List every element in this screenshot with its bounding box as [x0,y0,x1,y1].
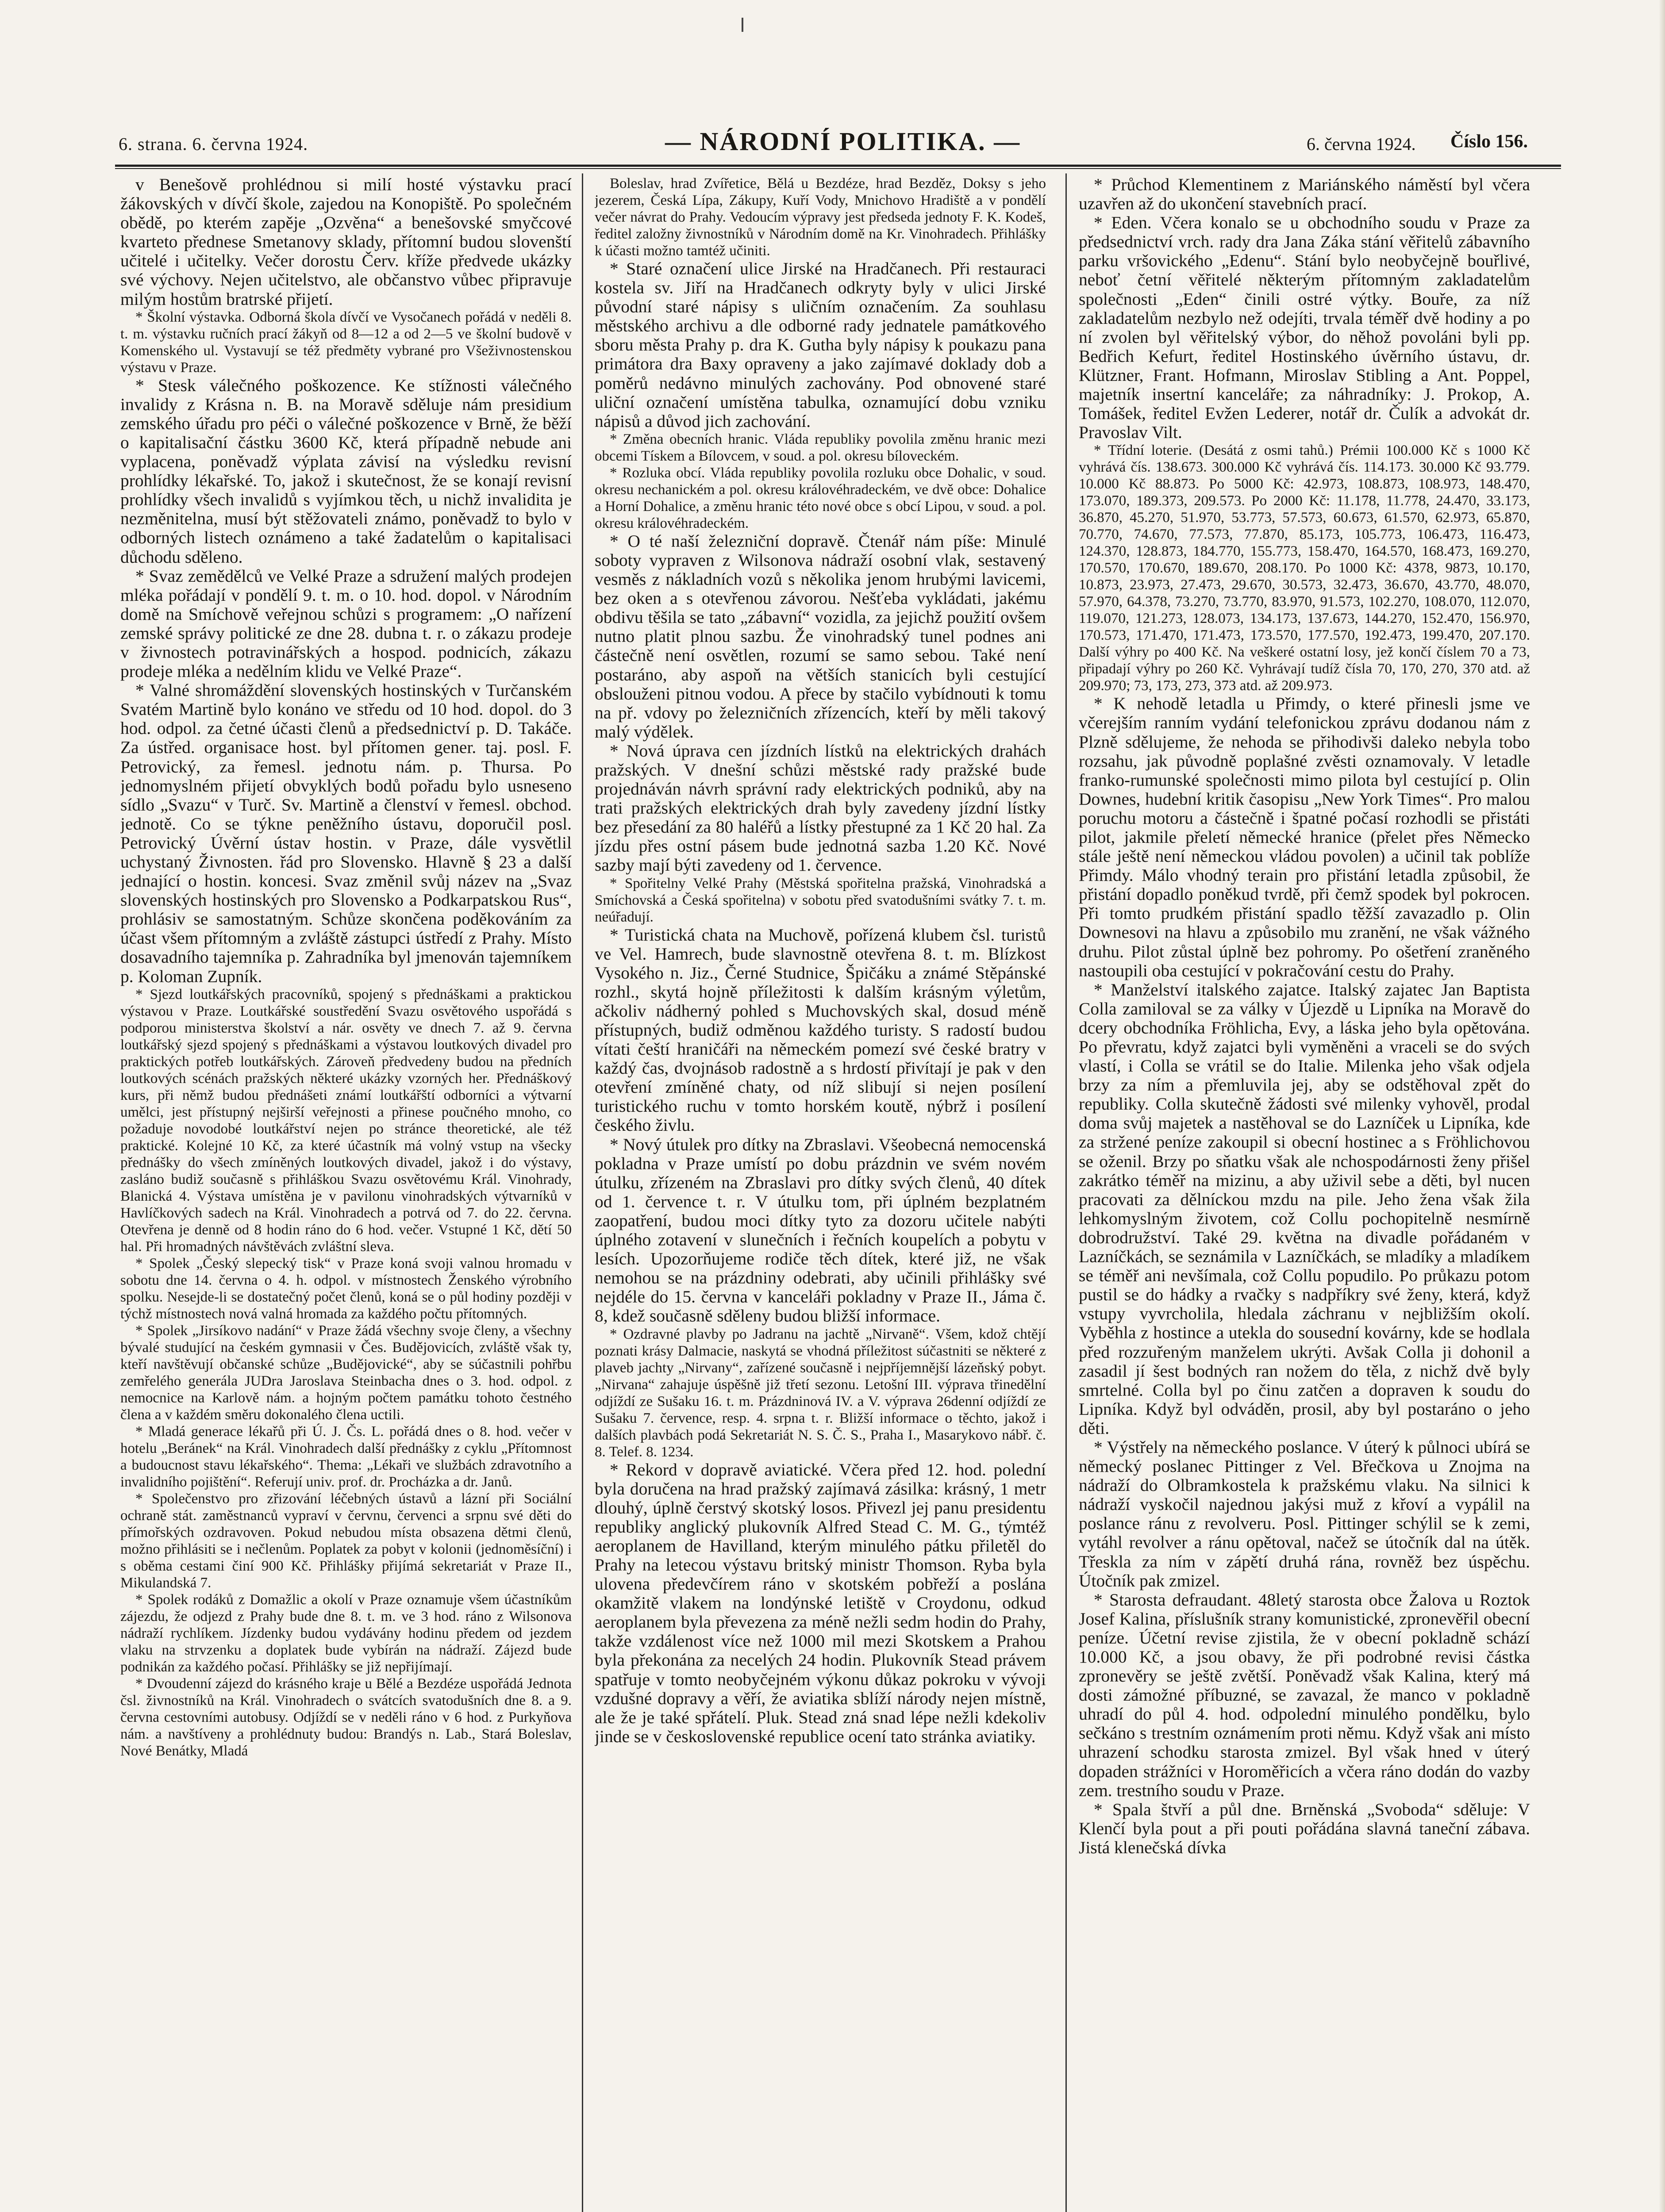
scan-mark [742,18,743,32]
article-paragraph: * Spala štvří a půl dne. Brněnská „Svoboda“ sděluje: V Klenčí byla pout a při pouti pořádána slavná taneční zábava. Jistá klenečská dívka [1079,1799,1530,1857]
article-paragraph: * Společenstvo pro zřizování léčebných ústavů a lázní při Sociální ochraně stát. zaměstnanců vypraví v červnu, červenci a srpnu své děti do přímořských ozdravoven. Pokud nebudou místa obsazena dětmi členů, možno přihlásiti se i nečlenům. Poplatek za pobyt v kolonii (jednoměsíční) i s oběma cestami činí 900 Kč. Přihlášky přijímá sekretariát v Praze II., Mikulandská 7. [120,1490,572,1591]
page-header [119,125,1560,159]
column-2 [595,175,1046,2212]
article-paragraph: * Rozluka obcí. Vláda republiky povolila rozluku obce Dohalic, v soud. okresu nechanickém a pol. okresu královéhradeckém, ve dvě obce: Dohalice a Horní Dohalice, a změnu hranic této nové obce s obcí Lipou, v soud. a pol. okresu královéhradeckém. [595,465,1046,531]
article-paragraph: * Stesk válečného poškozence. Ke stížnosti válečného invalidy z Krásna n. B. na Moravě sděluje nám presidium zemského úřadu pro péči o válečné poškozence v Brně, že běží o kapitalisační částku 3600 Kč, která případně nebude ani vyplacena, poněvadž výplata závisí na výsledku revisní prohlídky lékařské. To, jakož i skutečnost, že se konají revisní prohlídky všech invalidů s vyjímkou těch, u nichž invalidita je nezměnitelna, musí být stěžovateli známo, poněvadž to bylo v odborných listech oznámeno a také žadatelům o kapitalisaci důchodu sděleno. [120,375,572,567]
article-paragraph: * Změna obecních hranic. Vláda republiky povolila změnu hranic mezi obcemi Tískem a Bílovcem, v soud. a pol. okresu bíloveckém. [595,431,1046,464]
page-label: 6. strana. 6. června 1924. [119,134,308,154]
article-paragraph: * Výstřely na německého poslance. V úterý k půlnoci ubírá se německý poslanec Pittinger z Vel. Břečkova u Znojma na nádraží do Olbramkostela k pražskému vlaku. Na silnici k nádraží vyskočil najednou jakýsi muž z křoví a vypálil na poslance ránu z revolveru. Posl. Pittinger schýlil se k zemi, vytáhl revolver a ránu opětoval, načež se útočník dal na útěk. Třeskla za ním v zápětí druhá rána, rovněž bez úspěchu. Útočník pak zmizel. [1079,1437,1530,1590]
article-paragraph: * Školní výstavka. Odborná škola dívčí ve Vysočanech pořádá v neděli 8. t. m. výstavku ručních prací žákyň od 8—12 a od 2—5 ve školní budově v Komenského ul. Vystavují se též předměty vybrané pro Všeživnostenskou výstavu v Praze. [120,309,572,376]
masthead-title: — NÁRODNÍ POLITIKA. — [665,127,1021,156]
article-paragraph: * Dvoudenní zájezd do krásného kraje u Bělé a Bezdéze uspořádá Jednota čsl. živnostníků na Král. Vinohradech o svátcích svatodušních dne 8. a 9. června cestovními autobusy. Odjíždí se v neděli ráno v 6 hod. z Purkyňova nám. a navštíveny a prohlédnuty budou: Brandýs n. Lab., Stará Boleslav, Nové Benátky, Mladá [120,1675,572,1759]
article-paragraph: * Eden. Včera konalo se u obchodního soudu v Praze za předsednictví vrch. rady dra Jana Záka stání věřitelů zábavního parku vršovického „Edenu“. Stání bylo neobyčejně bouřlivé, neboť četní věřitelé některým přítomným zakladatelům společnosti „Eden“ činili ostré výtky. Bouře, za níž zakladatelům nezbylo než odejíti, trvala téměř dvě hodiny a po ní zvolen byl věřitelský výbor, do něhož povoláni byli pp. Bedřich Kefurt, ředitel Hostinského úvěrního ústavu, dr. Klützner, Frant. Hofmann, Miroslav Stibling a Ant. Poppel, majetník insertní kanceláře; za náhradníky: J. Prokop, A. Tomášek, ředitel Evžen Lederer, notář dr. Čulík a advokát dr. Pravoslav Vilt. [1079,213,1530,442]
article-paragraph: * Ozdravné plavby po Jadranu na jachtě „Nirvaně“. Všem, kdož chtějí poznati krásy Dalmacie, naskytá se vhodná příležitost súčastniti se některé z plaveb jachty „Nirvany“, zařízené současně i nejpříjemnější lázeňský pobyt. „Nirvana“ zahajuje úspěšně již třetí sezonu. Letošní III. výprava třinedělní odjíždí ze Sušaku 16. t. m. Prázdninová IV. a V. výprava 26denní odjíždí ze Sušaku 7. července, resp. 4. srpna t. r. Bližší informace o těchto, jakož i dalších plavbách podá Sekretariát N. S. Č. S., Praha I., Masarykovo nábř. č. 8. Telef. 8. 1234. [595,1326,1046,1460]
article-paragraph: * Staré označení ulice Jirské na Hradčanech. Při restauraci kostela sv. Jiří na Hradčanech odkryty byly v ulici Jirské původní staré nápisy s uličním označením. Za souhlasu městského archivu a dle odborné rady jednatele památkového sboru města Prahy p. dra K. Gutha byly nápisy k poukazu pana primátora dra Baxy opraveny a jako zajímavé doklady dob a poměrů nedávno minulých zachovány. Pod obnovené staré uliční označení umístěna tabulka, oznamující dobu vzniku nápisů a důvod jich zachování. [595,259,1046,431]
article-paragraph: * Spolek „Český slepecký tisk“ v Praze koná svoji valnou hromadu v sobotu dne 14. června o 4. h. odpol. v místnostech Ženského výrobního spolku. Nesejde-li se dostatečný počet členů, koná se o půl hodiny později v týchž místnostech nová valná hromada za každého počtu přítomných. [120,1255,572,1322]
column-1 [120,175,572,2212]
page-edge [1659,0,1665,2212]
article-paragraph: * O té naší železniční dopravě. Čtenář nám píše: Minulé soboty vypraven z Wilsonova nádraží osobní vlak, sestavený vesměs z nákladních vozů s několika jenom hrubými lavicemi, bez oken a s otevřenou závorou. Nešťeba vykládati, jakému obdivu těšila se tato „zábavní“ vozidla, za jejichž použití ovšem nutno platit plnou sazbu. Že vinohradský tunel podnes ani částečně není osvětlen, rozumí se samo sebou. Také není postaráno, aby aspoň na větších stanicích byli cestující obslouženi pitnou vodou. A přece by stačilo vybídnouti k tomu na př. vdovy po železničních zřízencích, kteří by měli takový malý výdělek. [595,531,1046,741]
article-paragraph: * Starosta defraudant. 48letý starosta obce Žalova u Roztok Josef Kalina, příslušník strany komunistické, zpronevěřil obecní peníze. Účetní revise zjistila, že v obecní pokladně schází 10.000 Kč, a jsou obavy, že při podrobné revisi částka zpronevěry se ještě zvětší. Poněvadž však Kalina, který má dosti zámožné příbuzné, se zavazal, že manco v pokladně uhradí do půl 4. hod. odpolední minulého pondělku, bylo sečkáno s trestním oznámením proti němu. Když však ani místo uhrazení schodku starosta zmizel. Byl však hned v úterý dopaden strážníci v Horoměřicích a včera ráno dodán do vazby zem. trestního soudu v Praze. [1079,1590,1530,1800]
article-paragraph: * Rekord v dopravě aviatické. Včera před 12. hod. polední byla doručena na hrad pražský zajímavá zásilka: krásný, 1 metr dlouhý, úplně čerstvý skotský losos. Přivezl jej panu presidentu republiky anglický plukovník Alfred Stead C. M. G., týmtéž aeroplanem de Havilland, kterým minulého pátku přiletěl do Prahy na letecou výstavu britský ministr Thomson. Ryba byla ulovena předevčírem ráno v skotském pobřeží a poslána okamžitě vlakem na londýnské letiště v Croydonu, odkud aeroplanem byla převezena za méně nežli sedm hodin do Prahy, takže vzdálenost více než 1000 mil mezi Skotskem a Prahou byla překonána za necelých 24 hodin. Plukovník Stead právem spatřuje v tomto neobyčejném výkonu důkaz pokroku v vývoji vzdušné dopravy a věří, že aviatika sblíží národy nejen místně, ale že je také spřátelí. Pluk. Stead zná snad lépe nežli kdekoliv jinde se v československé republice ocení tato stránka aviatiky. [595,1459,1046,1746]
article-paragraph: v Benešově prohlédnou si milí hosté výstavku prací žákovských v dívčí škole, zajedou na Konopiště. Po společném obědě, po kterém zapěje „Ozvěna“ a benešovské smyčcové kvarteto přednese Smetanovy sklady, přítomní budou slovenští učitelé i učitelky. Večer dorostu Červ. kříže předvede ukázky své výchovy. Nejen učitelstvo, ale občanstvo vůbec připravuje milým hostům bratrské přijetí. [120,175,572,309]
article-paragraph: * Nový útulek pro dítky na Zbraslavi. Všeobecná nemocenská pokladna v Praze umístí po dobu prázdnin ve svém novém útulku, zřízeném na Zbraslavi pro dítky svých členů, 40 dítek od 1. července t. r. V útulku tom, při úplném bezplatném zaopatření, budou moci dítky tyto za dozoru učitele nabýti úplného zotavení v slunečních i řečních koupelích a pobytu v lesích. Upozorňujeme rodiče těch dítek, které již, ne však nemohou se na prázdniny odebrati, aby učinili přihlášky své nejdéle do 15. června v kanceláři pokladny v Praze II., Jáma č. 8, kdež současně sděleny budou bližší informace. [595,1134,1046,1326]
header-date: 6. června 1924. [1307,134,1416,154]
article-paragraph: * Spolek rodáků z Domažlic a okolí v Praze oznamuje všem účastníkům zájezdu, že odjezd z Prahy bude dne 8. t. m. ve 3 hod. ráno z Wilsonova nádraží rychlíkem. Jízdenky budou vydávány hodinu předem od jezdem vlaku na strvzenku a doplatek bude vybírán na nádraží. Zájezd bude podnikán za každého počasí. Přihlášky se již nepřijímají. [120,1591,572,1675]
article-paragraph: * Valné shromáždění slovenských hostinských v Turčanském Svatém Martině bylo konáno ve středu od 10 hod. dopol. do 3 hod. odpol. za četné účasti členů a předsednictví p. D. Takáče. Za ústřed. organisace host. byl přítomen gener. taj. posl. F. Petrovický, za řemesl. jednotu nám. p. Thursa. Po jednomyslném přijetí obvyklých bodů pořadu bylo usneseno sídlo „Svazu“ v Turč. Sv. Martině a členství v řemesl. obchod. jednotě. Co se týkne peněžního ústavu, doporučil posl. Petrovický Úvěrní ústav hostin. v Praze, dále vysvětlil uchystaný Živnosten. řád pro Slovensko. Hlavně § 23 a další jednající o hostin. koncesi. Svaz změnil svůj název na „Svaz slovenských hostinských pro Slovensko a Podkarpatskou Rus“, prohlásiv se samostatným. Schůze skončena poděkováním za účast všem přítomným a zvláště zástupci ústředí z Prahy. Místo dosavadního tajemníka p. Zahradníka byl jmenován tajemníkem p. Koloman Zupník. [120,680,572,986]
article-paragraph: * Spolek „Jirsíkovo nadání“ v Praze žádá všechny svoje členy, a všechny bývalé studující na českém gymnasii v Čes. Budějovicích, zvláště však ty, kteří navštěvují občanské schůze „Budějovické“, aby se súčastnili pohřbu zemřelého generála JUDra Jaroslava Steinbacha dnes o 3. hod. odpol. z nemocnice na Karlově nám. a hojným počtem památku tohoto čestného člena a v každém směru dokonalého člena uctili. [120,1322,572,1423]
header-rule-thin [115,168,1561,169]
article-paragraph: * Spořitelny Velké Prahy (Městská spořitelna pražská, Vinohradská a Smíchovská a Česká spořitelna) v sobotu před svatodušními svátky 7. t. m. neúřadují. [595,875,1046,925]
article-paragraph: * Turistická chata na Muchově, pořízená klubem čsl. turistů ve Vel. Hamrech, bude slavnostně otevřena 8. t. m. Blízkost Vysokého n. Jiz., Černé Studnice, Špičáku a známé Stěpánské rozhl., skytá hojně příležitosti k dalším krásným výletům, ačkoliv nádherný pohled s Muchovských skal, dosud méně přístupných, budiž odměnou každého turisty. S radostí budou vítati čeští hraničáři na německém pomezí své české bratry v každý čas, dvojnásob radostně a s hrdostí přivítají je pak v den otevření zmíněné chaty, od níž slibují si nejen posílení turistického ruchu v tomto horském koutě, nýbrž i posílení českého živlu. [595,925,1046,1135]
article-paragraph: * Manželství italského zajatce. Italský zajatec Jan Baptista Colla zamiloval se za války v Újezdě u Lipníka na Moravě do dcery obchodníka Fröhlicha, Evy, a láska jeho byla opětována. Po převratu, když zajatci byli vyměněni a vraceli se do svých vlastí, i Colla se vrátil se do Italie. Milenka jeho však odjela brzy za ním a přemluvila jej, aby se odstěhoval zpět do republiky. Colla skutečně žádosti své milenky vyhověl, prodal doma svůj majetek a nastěhoval se do Lazníček u Lipníka, kde za stržené peníze zakoupil si obecní hostinec a s Fröhlichovou se oženil. Brzy po sňatku však ale nchospodárnosti ženy přišel zakrátko téměř na mizinu, a aby uživil sebe a děti, byl nucen pracovati za dělníckou mzdu na pile. Jeho žena však žila lehkomyslným životem, což Collu pochopitelně nesmírně dobrodružství. Také 29. května na divadle pořádaném v Lazníčkách, se seznámila v Lazníčkách, se mladíky a mladíkem se téměř ani nevšímala, což Collu popudilo. Po průkazu potom pustil se do hádky a rvačky s nadpříkry své ženy, která, když vstupy vyvrcholila, hledala záchranu v nejbližším okolí. Vyběhla z hostince a utekla do sousední kovárny, kde se hodlala před rozzuřeným manželem ukrýti. Avšak Colla ji dohonil a zasadil jí šest bodných ran nožem do těla, z nichž dvě byly smrtelné. Colla byl po činu zatčen a dopraven k soudu do Lipníka. Když byl odváděn, prosil, aby byl postaráno o jeho děti. [1079,979,1530,1438]
header-rule [115,165,1561,167]
article-paragraph: * Nová úprava cen jízdních lístků na elektrických drahách pražských. V dnešní schůzi městské rady pražské bude projednáván návrh správní rady elektrických podniků, aby na trati pražských elektrických drah byly zavedeny jízdní lístky bez přesedání za 80 haléřů a lístky přestupné za 1 Kč 20 hal. Za jízdu přes ostní pásem bude jednotná sazba 1.20 Kč. Nové sazby mají býti zavedeny od 1. července. [595,741,1046,875]
article-paragraph: * Průchod Klementinem z Mariánského náměstí byl včera uzavřen až do ukončení stavebních prací. [1079,175,1530,214]
column-divider-1 [582,173,583,2212]
column-3 [1079,175,1530,2212]
column-divider-2 [1065,173,1067,2212]
article-paragraph: * K nehodě letadla u Přimdy, o které přinesli jsme ve včerejším ranním vydání telefonickou zprávu dodanou nám z Plzně sdělujeme, že nehoda se přihodivši daleko nebyla tobo rozsahu, jak původně poplašné zvěsti oznamovaly. V letadle franko-rumunské společnosti mimo pilota byl cestující p. Olin Downes, hudební kritik časopisu „New York Times“. Pro malou poruchu motoru a částečně i špatné počasí rozhodli se přistáti pilot, jakmile přeletí německé hranice (přelet přes Německo stále ještě není německou vládou povolen) a učinil tak poblíže Přimdy. Málo vhodný terain pro přistání letadla způsobil, že přistání dopadlo poněkud tvrdě, při čemž spodek byl pokrocen. Při tomto prudkém přistání spadlo těžší zavazadlo p. Olin Downesovi na hlavu a způsobilo mu zranění, ne však vážného druhu. Pilot zůstal úplně bez pohromy. Po ošetření zraněného nastoupili oba cestující v pokračování cestu do Prahy. [1079,694,1530,980]
issue-number: Číslo 156. [1450,131,1528,152]
article-paragraph: * Třídní loterie. (Desátá z osmi tahů.) Prémii 100.000 Kč s 1000 Kč vyhrává čís. 138.673. 300.000 Kč vyhrává čís. 114.173. 30.000 Kč 93.779. 10.000 Kč 88.873. Po 5000 Kč: 42.973, 108.873, 108.973, 148.470, 173.070, 189.373, 209.573. Po 2000 Kč: 11.178, 11.778, 24.470, 33.173, 36.870, 45.270, 51.970, 53.773, 57.573, 60.673, 61.570, 62.973, 65.870, 70.770, 74.670, 77.573, 77.870, 85.173, 105.773, 106.473, 116.473, 124.370, 128.873, 184.770, 155.773, 158.470, 164.570, 168.473, 169.270, 170.570, 170.670, 189.670, 208.170. Po 1000 Kč: 4378, 9873, 10.170, 10.873, 23.973, 27.473, 29.670, 30.573, 32.473, 36.670, 43.770, 48.070, 57.970, 64.378, 73.270, 73.770, 83.970, 91.573, 102.270, 108.070, 112.070, 119.070, 121.273, 128.073, 134.173, 137.673, 144.270, 152.470, 156.970, 170.573, 171.470, 171.473, 173.570, 177.570, 192.473, 199.470, 207.170. Další výhry po 400 Kč. Na veškeré ostatní losy, jež končí číslem 70 a 73, připadají výhry po 260 Kč. Vyhrávají tudíž čísla 70, 170, 270, 370 atd. až 209.970; 73, 173, 273, 373 atd. až 209.973. [1079,442,1530,694]
article-paragraph: * Svaz zemědělců ve Velké Praze a sdružení malých prodejen mléka pořádají v pondělí 9. t. m. o 10. hod. dopol. v Národním domě na Smíchově veřejnou schůzi s programem: „O nařízení zemské správy politické ze dne 28. dubna t. r. o zákazu prodeje v živnostech potravinářských a hospod. podnicích, zákazu prodeje mléka a nedělním klidu ve Velké Praze“. [120,566,572,681]
article-paragraph: * Sjezd loutkářských pracovníků, spojený s přednáškami a praktickou výstavou v Praze. Loutkářské soustředění Svazu osvětového uspořádá s podporou ministerstva školství a nár. osvěty ve dnech 7. až 9. června loutkářský sjezd spojený s přednáškami a výstavou loutkových divadel pro praktických potřeb loutkářských. Zároveň předvedeny budou na předních loutkových scénách pražských některé ukázky vzorných her. Přednáškový kurs, při němž budou přednášeti známí loutkářští odborníci a výtvarní umělci, jest přístupný nejširší veřejnosti a přinese poučného mnoho, co požaduje novodobé loutkářství nejen po stránce theoretické, ale též praktické. Kolejné 10 Kč, za které účastník má volný vstup na všecky přednášky do všech zmíněných loutkových divadel, jakož i do výstavy, zasláno budiž současně s přihláškou Svazu osvětovému Král. Vinohrady, Blanická 4. Výstava umístěna je v pavilonu vinohradských výtvarníků v Havlíčkových sadech na Král. Vinohradech a potrvá od 7. do 22. června. Otevřena je denně od 8 hodin ráno do 6 hod. večer. Vstupné 1 Kč, dětí 50 hal. Při hromadných návštěvách zvláštní sleva. [120,986,572,1255]
article-paragraph: Boleslav, hrad Zvířetice, Bělá u Bezdéze, hrad Bezděz, Doksy s jeho jezerem, Česká Lípa, Zákupy, Kuří Vody, Mnichovo Hradiště a v pondělí večer návrat do Prahy. Vedoucím výpravy jest předseda jednoty F. K. Kodeš, ředitel založny živnostníků v Národním domě na Kr. Vinohradech. Přihlášky k účasti možno tamtéž učiniti. [595,176,1046,259]
article-paragraph: * Mladá generace lékařů při Ú. J. Čs. L. pořádá dnes o 8. hod. večer v hotelu „Beránek“ na Král. Vinohradech další přednášky z cyklu „Přítomnost a budoucnost stavu lékařského“. Thema: „Lékaři ve službách zdravotního a invalidního pojištění“. Referují univ. prof. dr. Procházka a dr. Janů. [120,1423,572,1490]
